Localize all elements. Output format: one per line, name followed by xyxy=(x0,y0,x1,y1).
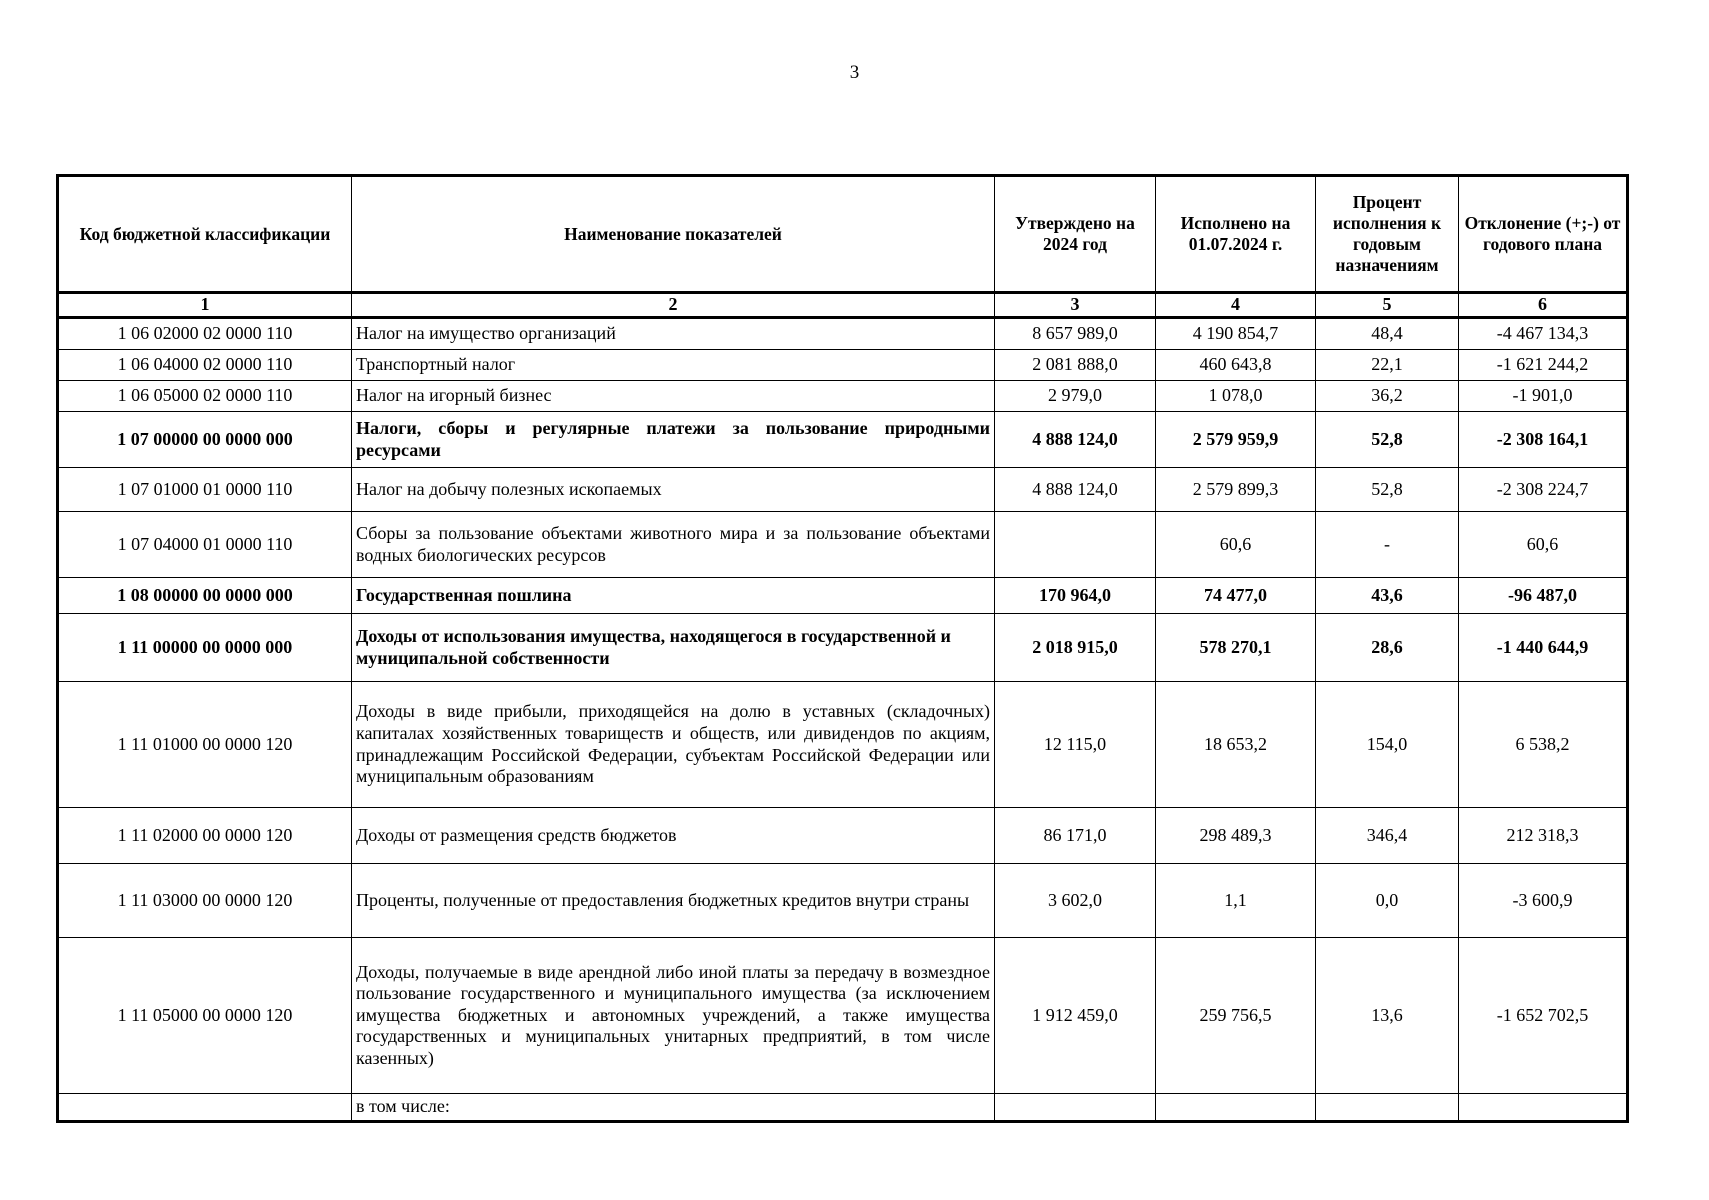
row-code: 1 06 05000 02 0000 110 xyxy=(58,381,352,412)
row-deviation: -4 467 134,3 xyxy=(1459,318,1628,350)
row-deviation xyxy=(1459,1094,1628,1122)
row-code: 1 11 05000 00 0000 120 xyxy=(58,938,352,1094)
row-approved: 8 657 989,0 xyxy=(995,318,1156,350)
row-name: Налог на добычу полезных ископаемых xyxy=(352,468,995,512)
row-executed: 2 579 959,9 xyxy=(1156,412,1316,468)
row-name: Проценты, полученные от предоставления бюджетных кредитов внутри страны xyxy=(352,864,995,938)
row-code: 1 11 03000 00 0000 120 xyxy=(58,864,352,938)
row-approved: 4 888 124,0 xyxy=(995,468,1156,512)
row-deviation: -1 652 702,5 xyxy=(1459,938,1628,1094)
column-number: 2 xyxy=(352,293,995,318)
row-executed: 460 643,8 xyxy=(1156,350,1316,381)
table-row xyxy=(58,318,1628,350)
column-number-row xyxy=(58,293,1628,318)
row-code xyxy=(58,1094,352,1122)
row-percent: 48,4 xyxy=(1316,318,1459,350)
row-deviation: 60,6 xyxy=(1459,512,1628,578)
row-approved: 2 081 888,0 xyxy=(995,350,1156,381)
row-executed: 298 489,3 xyxy=(1156,808,1316,864)
row-executed: 18 653,2 xyxy=(1156,682,1316,808)
header-executed: Исполнено на 01.07.2024 г. xyxy=(1156,176,1316,293)
row-code: 1 11 01000 00 0000 120 xyxy=(58,682,352,808)
row-name: Налог на игорный бизнес xyxy=(352,381,995,412)
row-percent: 52,8 xyxy=(1316,412,1459,468)
row-percent: 154,0 xyxy=(1316,682,1459,808)
column-number: 6 xyxy=(1459,293,1628,318)
row-executed: 4 190 854,7 xyxy=(1156,318,1316,350)
row-deviation: -96 487,0 xyxy=(1459,578,1628,614)
row-approved: 4 888 124,0 xyxy=(995,412,1156,468)
table-row xyxy=(58,381,1628,412)
header-row xyxy=(58,176,1628,293)
header-deviation: Отклонение (+;-) от годового плана xyxy=(1459,176,1628,293)
row-approved: 86 171,0 xyxy=(995,808,1156,864)
row-approved: 2 018 915,0 xyxy=(995,614,1156,682)
column-number: 4 xyxy=(1156,293,1316,318)
row-percent: 13,6 xyxy=(1316,938,1459,1094)
table-row xyxy=(58,1094,1628,1122)
row-code: 1 07 04000 01 0000 110 xyxy=(58,512,352,578)
table-row xyxy=(58,412,1628,468)
row-name: Доходы от размещения средств бюджетов xyxy=(352,808,995,864)
header-code: Код бюджетной классификации xyxy=(58,176,352,293)
row-deviation: -1 440 644,9 xyxy=(1459,614,1628,682)
column-number: 3 xyxy=(995,293,1156,318)
row-approved: 1 912 459,0 xyxy=(995,938,1156,1094)
row-approved: 2 979,0 xyxy=(995,381,1156,412)
row-percent: 43,6 xyxy=(1316,578,1459,614)
row-executed: 74 477,0 xyxy=(1156,578,1316,614)
row-percent: 22,1 xyxy=(1316,350,1459,381)
row-approved: 3 602,0 xyxy=(995,864,1156,938)
row-name: Налог на имущество организаций xyxy=(352,318,995,350)
row-name: в том числе: xyxy=(352,1094,995,1122)
row-percent xyxy=(1316,1094,1459,1122)
row-code: 1 06 04000 02 0000 110 xyxy=(58,350,352,381)
row-percent: 0,0 xyxy=(1316,864,1459,938)
row-approved: 12 115,0 xyxy=(995,682,1156,808)
row-executed: 1,1 xyxy=(1156,864,1316,938)
row-name: Налоги, сборы и регулярные платежи за пользование природными ресурсами xyxy=(352,412,995,468)
row-deviation: 6 538,2 xyxy=(1459,682,1628,808)
table-row xyxy=(58,350,1628,381)
row-executed: 259 756,5 xyxy=(1156,938,1316,1094)
table-row xyxy=(58,864,1628,938)
row-name: Доходы от использования имущества, находящегося в государственной и муниципальной собственности xyxy=(352,614,995,682)
row-percent: 346,4 xyxy=(1316,808,1459,864)
table-row xyxy=(58,468,1628,512)
row-percent: 36,2 xyxy=(1316,381,1459,412)
row-percent: - xyxy=(1316,512,1459,578)
row-deviation: -2 308 164,1 xyxy=(1459,412,1628,468)
row-executed: 2 579 899,3 xyxy=(1156,468,1316,512)
table-row xyxy=(58,938,1628,1094)
row-percent: 52,8 xyxy=(1316,468,1459,512)
row-name: Государственная пошлина xyxy=(352,578,995,614)
row-executed: 1 078,0 xyxy=(1156,381,1316,412)
row-code: 1 11 00000 00 0000 000 xyxy=(58,614,352,682)
row-executed: 60,6 xyxy=(1156,512,1316,578)
column-number: 5 xyxy=(1316,293,1459,318)
row-deviation: -2 308 224,7 xyxy=(1459,468,1628,512)
row-approved: 170 964,0 xyxy=(995,578,1156,614)
row-name: Транспортный налог xyxy=(352,350,995,381)
header-approved: Утверждено на 2024 год xyxy=(995,176,1156,293)
column-number: 1 xyxy=(58,293,352,318)
row-deviation: -3 600,9 xyxy=(1459,864,1628,938)
header-percent: Процент исполнения к годовым назначениям xyxy=(1316,176,1459,293)
row-executed: 578 270,1 xyxy=(1156,614,1316,682)
row-name: Доходы в виде прибыли, приходящейся на долю в уставных (складочных) капиталах хозяйственных товариществ и обществ, или дивидендов по акциям, принадлежащим Российской Федерации, субъектам Российской Федерации или муниципальным образованиям xyxy=(352,682,995,808)
table-row xyxy=(58,808,1628,864)
row-code: 1 07 00000 00 0000 000 xyxy=(58,412,352,468)
row-approved xyxy=(995,1094,1156,1122)
row-deviation: 212 318,3 xyxy=(1459,808,1628,864)
table-row xyxy=(58,614,1628,682)
row-name: Доходы, получаемые в виде арендной либо иной платы за передачу в возмездное пользование государственного и муниципального имущества (за исключением имущества бюджетных и автономных учреждений, а также имущества государственных и муниципальных унитарных предприятий, в том числе казенных) xyxy=(352,938,995,1094)
page-number: 3 xyxy=(849,62,860,83)
row-name: Сборы за пользование объектами животного мира и за пользование объектами водных биологических ресурсов xyxy=(352,512,995,578)
row-code: 1 11 02000 00 0000 120 xyxy=(58,808,352,864)
budget-table xyxy=(56,174,1629,1123)
header-name: Наименование показателей xyxy=(352,176,995,293)
table-row xyxy=(58,578,1628,614)
row-code: 1 08 00000 00 0000 000 xyxy=(58,578,352,614)
row-approved xyxy=(995,512,1156,578)
row-code: 1 06 02000 02 0000 110 xyxy=(58,318,352,350)
row-code: 1 07 01000 01 0000 110 xyxy=(58,468,352,512)
row-percent: 28,6 xyxy=(1316,614,1459,682)
table-row xyxy=(58,682,1628,808)
table-row xyxy=(58,512,1628,578)
row-deviation: -1 621 244,2 xyxy=(1459,350,1628,381)
row-executed xyxy=(1156,1094,1316,1122)
row-deviation: -1 901,0 xyxy=(1459,381,1628,412)
